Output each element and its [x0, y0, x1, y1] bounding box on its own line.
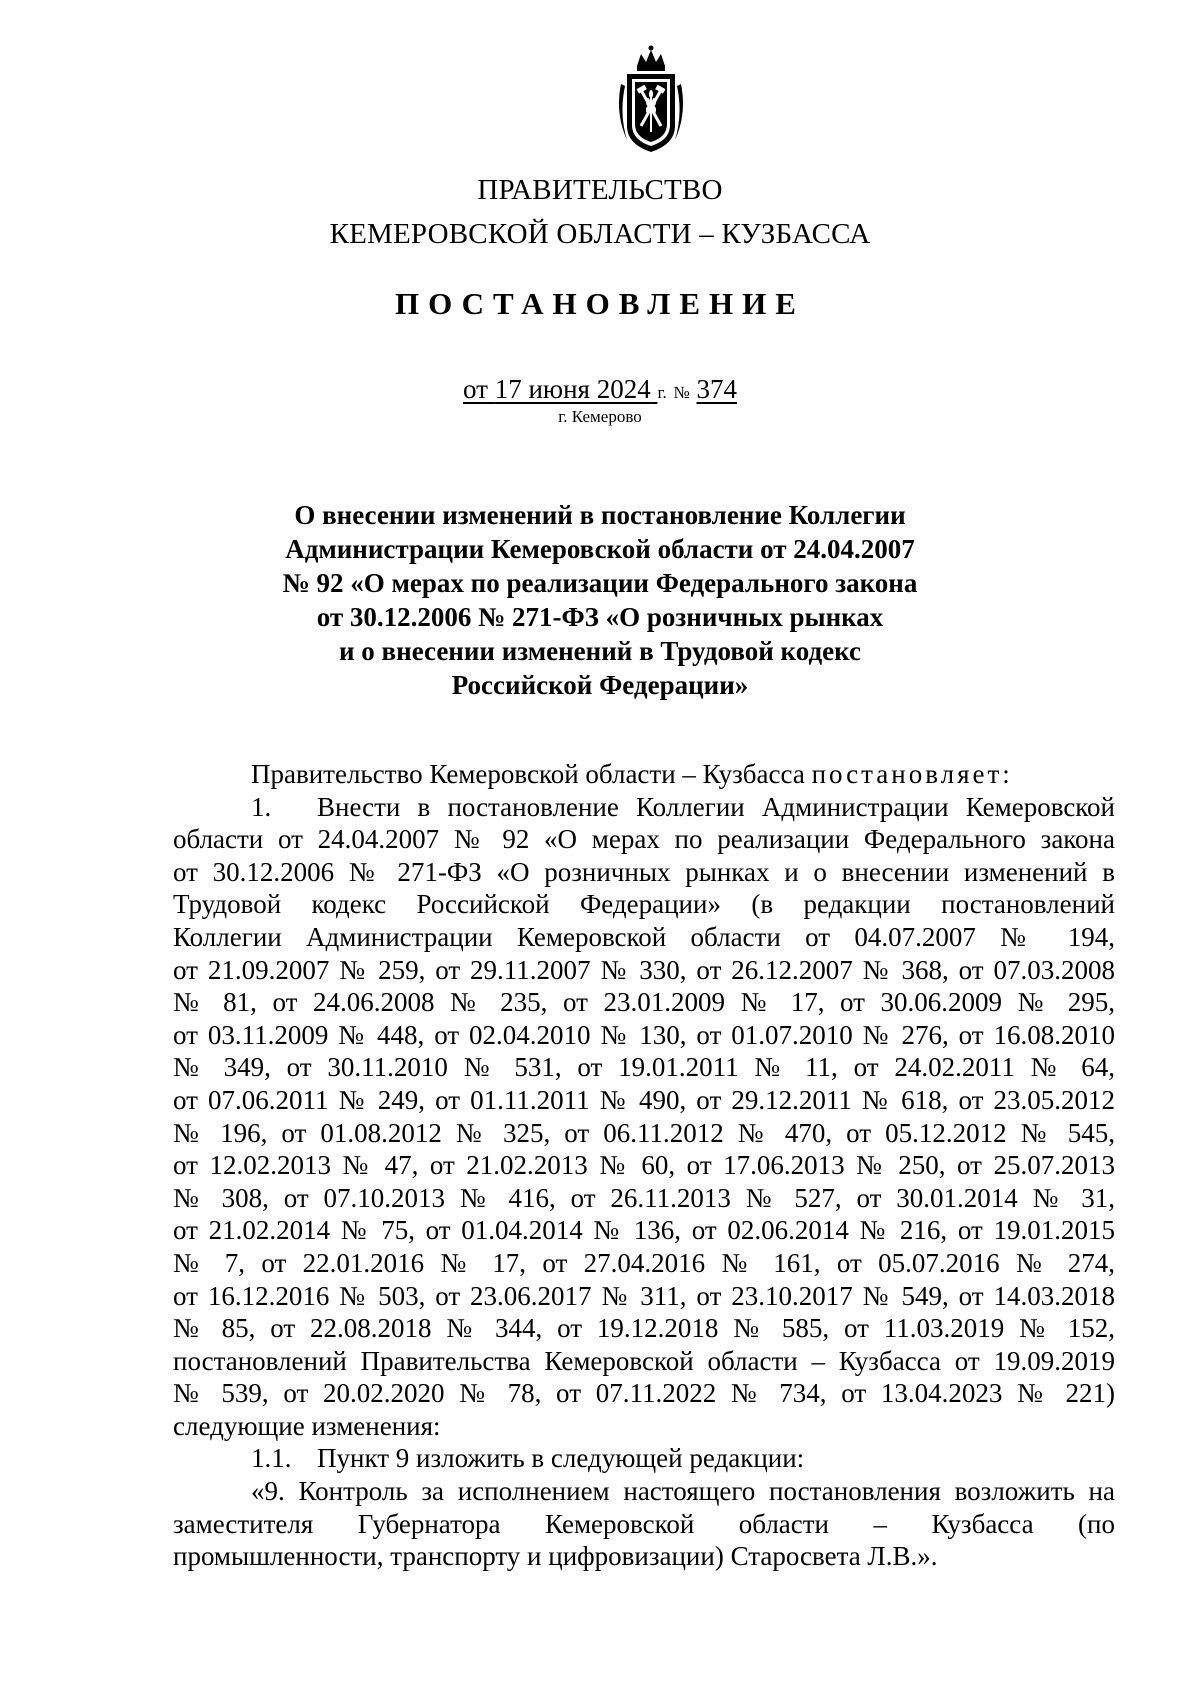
year-suffix: г.: [657, 383, 667, 402]
quote-first-line: «9. Контроль за исполнением настоящего постановления возложить на: [251, 1476, 1115, 1507]
item1-line: от 07.06.2011 № 249, от 01.11.2011 № 490, от 29.12.2011 № 618, от 23.05.2012: [173, 1084, 1115, 1115]
item1-last-line: следующие изменения:: [173, 1410, 441, 1441]
item1-first-line: [173, 791, 1115, 824]
item1-line: № 539, от 20.02.2020 № 78, от 07.11.2022 № 734, от 13.04.2023 № 221): [173, 1378, 1115, 1409]
title-line: от 30.12.2006 № 271-ФЗ «О розничных рынках: [316, 602, 884, 632]
item11-text: Пункт 9 изложить в следующей редакции:: [317, 1443, 805, 1474]
preamble-verb: постановляет:: [811, 759, 1013, 789]
item1-line: Трудовой кодекс Российской Федерации» (в редакции постановлений: [173, 889, 1115, 920]
item11-number: 1.1.: [251, 1443, 292, 1474]
item1-line: постановлений Правительства Кемеровской области – Кузбасса от 19.09.2019: [173, 1345, 1115, 1376]
item1-line: от 21.02.2014 № 75, от 01.04.2014 № 136, от 02.06.2014 № 216, от 19.01.2015: [173, 1215, 1115, 1246]
item1-line: № 85, от 22.08.2018 № 344, от 19.12.2018 № 585, от 11.03.2019 № 152,: [173, 1313, 1115, 1344]
document-number: 374: [696, 374, 737, 404]
number-sign: №: [673, 383, 690, 402]
org-name-line2: КЕМЕРОВСКОЙ ОБЛАСТИ – КУЗБАССА: [329, 218, 871, 250]
item1-first-text: Внести в постановление Коллегии Администрации Кемеровской: [317, 791, 1115, 822]
coat-of-arms-icon: [613, 44, 689, 156]
item1-number: 1.: [251, 791, 272, 822]
item11-line: [173, 1442, 1115, 1475]
title-line: Администрации Кемеровской области от 24.04.2007: [285, 534, 915, 564]
item1-line: от 12.02.2013 № 47, от 21.02.2013 № 60, от 17.06.2013 № 250, от 25.07.2013: [173, 1150, 1115, 1181]
document-date: 17 июня 2024: [494, 374, 651, 404]
item1-line: № 349, от 30.11.2010 № 531, от 19.01.2011 № 11, от 24.02.2011 № 64,: [173, 1052, 1115, 1083]
quote-last-line: промышленности, транспорту и цифровизации) Старосвета Л.В.».: [173, 1541, 938, 1572]
document-body: [173, 758, 1115, 1573]
item1-line: от 30.12.2006 № 271-ФЗ «О розничных рынках и о внесении изменений в: [173, 856, 1115, 887]
item1-line: № 81, от 24.06.2008 № 235, от 23.01.2009 № 17, от 30.06.2009 № 295,: [173, 987, 1115, 1018]
item1-line: от 21.09.2007 № 259, от 29.11.2007 № 330, от 26.12.2007 № 368, от 07.03.2008: [173, 954, 1115, 985]
preamble: [173, 758, 1115, 791]
item1-line: области от 24.04.2007 № 92 «О мерах по реализации Федерального закона: [173, 824, 1115, 855]
title-line: № 92 «О мерах по реализации Федерального закона: [282, 568, 918, 598]
item1-line: № 196, от 01.08.2012 № 325, от 06.11.2012 № 470, от 05.12.2012 № 545,: [173, 1117, 1115, 1148]
preamble-text: Правительство Кемеровской области – Кузбасса: [251, 759, 805, 789]
item1-line: от 16.12.2016 № 503, от 23.06.2017 № 311, от 23.10.2017 № 549, от 14.03.2018: [173, 1280, 1115, 1311]
item1-line: от 03.11.2009 № 448, от 02.04.2010 № 130, от 01.07.2010 № 276, от 16.08.2010: [173, 1019, 1115, 1050]
document-type-heading: ПОСТАНОВЛЕНИЕ: [395, 286, 805, 321]
item1-line: № 308, от 07.10.2013 № 416, от 26.11.2013 № 527, от 30.01.2014 № 31,: [173, 1182, 1115, 1213]
document-title: [240, 498, 960, 702]
item1-line: № 7, от 22.01.2016 № 17, от 27.04.2016 № 161, от 05.07.2016 № 274,: [173, 1247, 1115, 1278]
city-label: г. Кемерово: [558, 407, 642, 426]
date-prefix: от: [463, 374, 488, 404]
title-line: и о внесении изменений в Трудовой кодекс: [339, 636, 861, 666]
title-line: О внесении изменений в постановление Коллегии: [294, 500, 906, 530]
title-line: Российской Федерации»: [451, 670, 749, 700]
item1-line: Коллегии Администрации Кемеровской области от 04.07.2007 № 194,: [173, 921, 1115, 952]
quote-line: заместителя Губернатора Кемеровской области – Кузбасса (по: [173, 1508, 1115, 1539]
date-number-line: [0, 374, 1200, 405]
org-name-line1: ПРАВИТЕЛЬСТВО: [477, 174, 723, 206]
